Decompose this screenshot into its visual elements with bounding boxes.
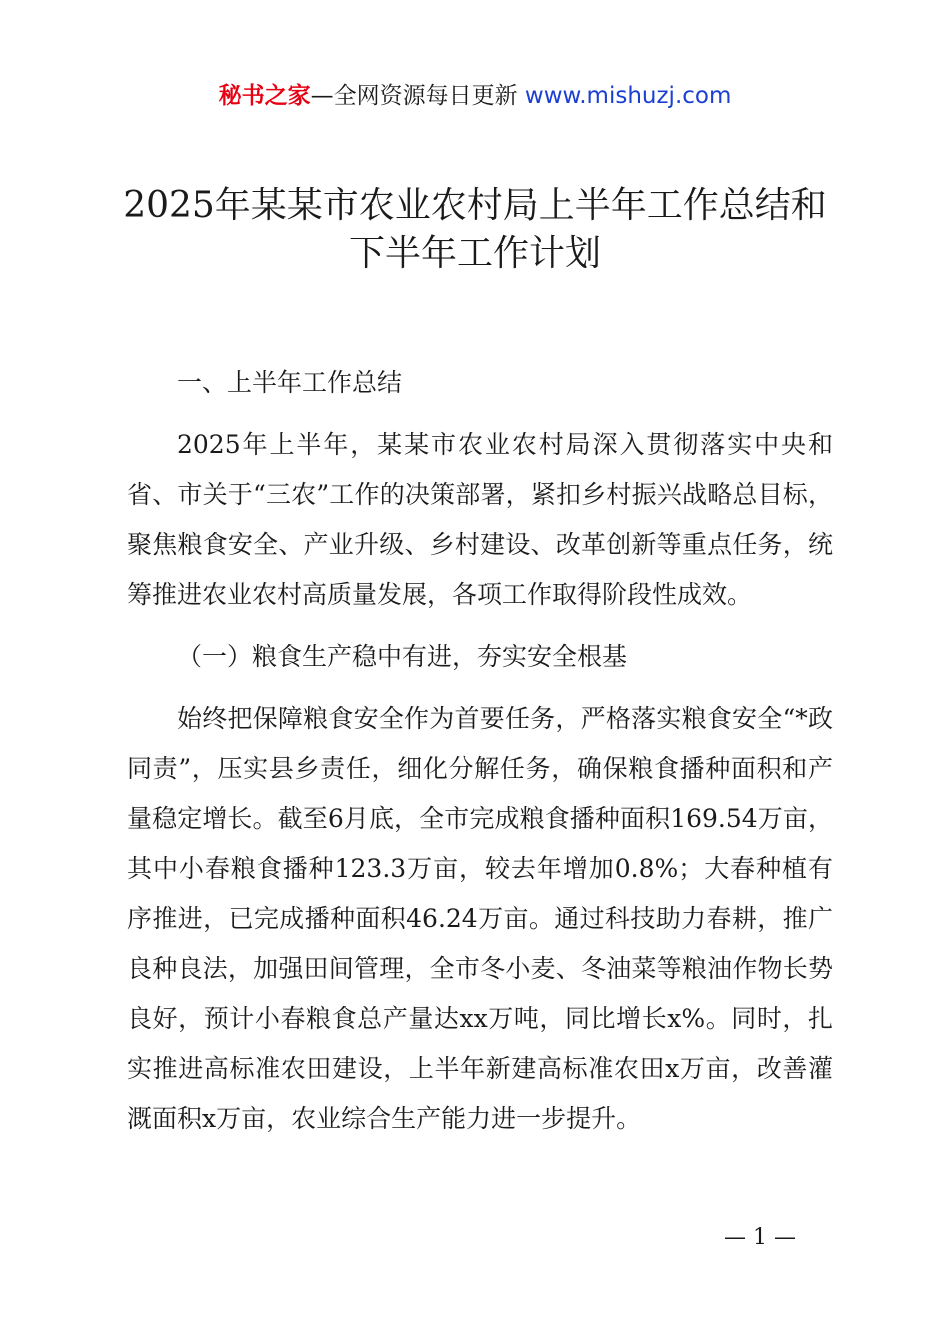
document-title xyxy=(100,182,850,278)
document-title-line-1: 2025年某某市农业农村局上半年工作总结和 xyxy=(123,185,827,226)
body-paragraph: 始终把保障粮食安全作为首要任务，严格落实粮食安全“*政同责”，压实县乡责任，细化分解任务，确保粮食播种面积和产量稳定增长。截至6月底，全市完成粮食播种面积169.54万亩，其中小春粮食播种123.3万亩，较去年增加0.8%；大春种植有序推进，已完成播种面积46.24万亩。通过科技助力春耕，推广良种良法，加强田间管理，全市冬小麦、冬油菜等粮油作物长势良好，预计小春粮食总产量达xx万吨，同比增长x%。同时，扎实推进高标准农田建设，上半年新建高标准农田x万亩，改善灌溉面积x万亩，农业综合生产能力进一步提升。 xyxy=(127,704,833,1133)
section-heading: 一、上半年工作总结 xyxy=(177,368,403,397)
site-url-link[interactable]: www.mishuzj.com xyxy=(524,83,732,109)
page-number: — 1 — xyxy=(724,1225,796,1250)
site-brand: 秘书之家 xyxy=(218,83,311,109)
document-body xyxy=(127,358,833,1156)
site-slogan: —全网资源每日更新 xyxy=(310,83,518,109)
intro-paragraph: 2025年上半年，某某市农业农村局深入贯彻落实中央和省、市关于“三农”工作的决策部署，紧扣乡村振兴战略总目标，聚焦粮食安全、产业升级、乡村建设、改革创新等重点任务，统筹推进农业农村高质量发展，各项工作取得阶段性成效。 xyxy=(127,430,833,609)
subsection-heading: （一）粮食生产稳中有进，夯实安全根基 xyxy=(177,642,628,671)
site-header xyxy=(0,80,950,112)
document-title-line-2: 下半年工作计划 xyxy=(348,233,601,274)
